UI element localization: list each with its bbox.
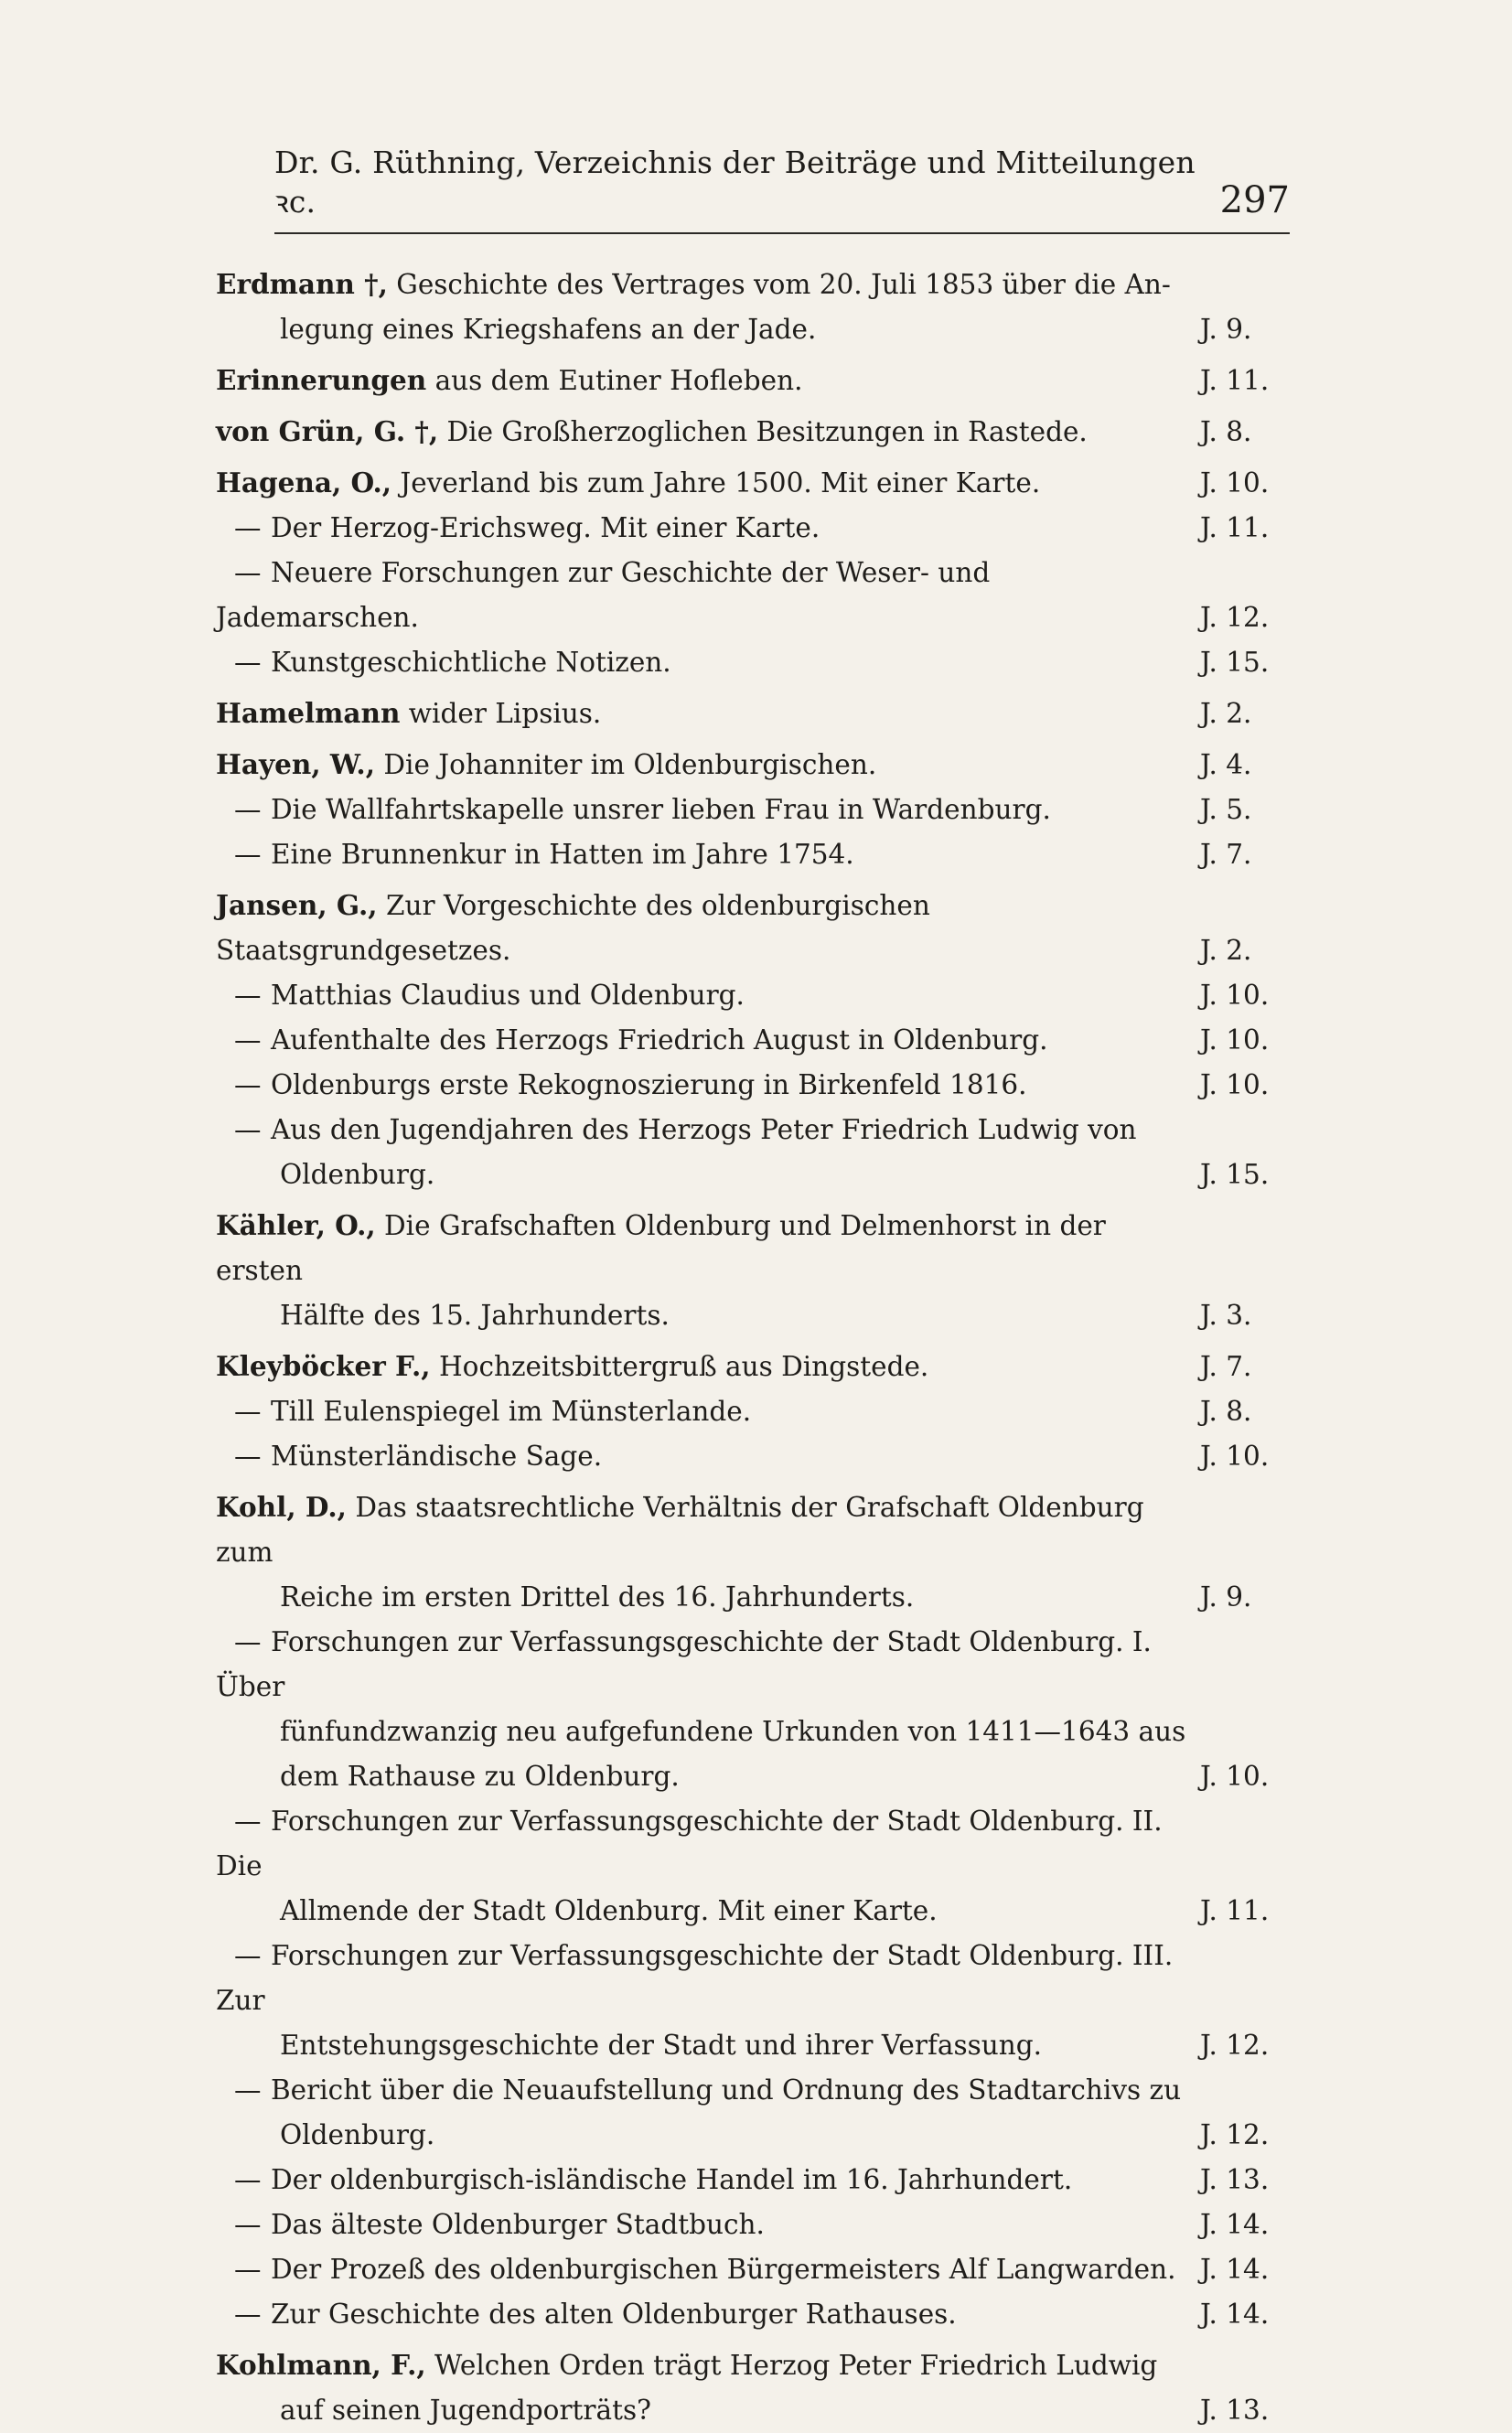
- entry-line: [216, 307, 1191, 352]
- entry-title-text: fünfundzwanzig neu aufgefundene Urkunden von 1411—1643 aus: [280, 1716, 1186, 1747]
- entry-line: [216, 1484, 1191, 1575]
- entry-title-text: Welchen Orden trägt Herzog Peter Friedrich Ludwig: [434, 2350, 1158, 2381]
- volume-reference: J. 13.: [1200, 2164, 1270, 2195]
- entry-line: [216, 2292, 1191, 2337]
- bibliography-entry: [216, 742, 1292, 788]
- entry-title-text: Der oldenburgisch-isländische Handel im 16. Jahrhundert.: [271, 2164, 1073, 2195]
- ditto-dash: —: [234, 980, 262, 1011]
- entry-title-text: Neuere Forschungen zur Geschichte der Weser- und Jademarschen.: [216, 557, 991, 633]
- ditto-dash: —: [234, 1024, 262, 1056]
- ditto-dash: —: [234, 1940, 262, 1971]
- entry-line: [216, 1389, 1191, 1434]
- entry-line: [216, 1434, 1191, 1479]
- header-title: Dr. G. Rüthning, Verzeichnis der Beiträge und Mitteilungen ꝛc.: [274, 145, 1196, 220]
- entry-line: [216, 742, 1191, 788]
- entry-title-text: Aufenthalte des Herzogs Friedrich August in Oldenburg.: [271, 1024, 1048, 1056]
- ditto-dash: —: [234, 1114, 262, 1145]
- bibliography-entry: [216, 2203, 1292, 2247]
- entry-title-text: Zur Vorgeschichte des oldenburgischen Staatsgrundgesetzes.: [216, 890, 930, 966]
- volume-reference: J. 10.: [1200, 980, 1270, 1011]
- ditto-dash: —: [234, 1069, 262, 1100]
- entry-title-text: aus dem Eutiner Hofleben.: [434, 365, 803, 396]
- entry-line: [216, 1799, 1191, 1889]
- entry-line: [216, 460, 1191, 506]
- entry-line: [216, 409, 1191, 455]
- entry-line: [216, 1063, 1191, 1108]
- bibliography-list: [216, 256, 1292, 2433]
- entry-author: Hamelmann: [216, 697, 401, 729]
- entry-title-text: legung eines Kriegshafens an der Jade.: [280, 314, 817, 345]
- entry-line: [216, 2203, 1191, 2247]
- ditto-dash: —: [234, 794, 262, 825]
- entry-author: Hayen, W.,: [216, 748, 375, 780]
- bibliography-entry: [216, 551, 1292, 640]
- bibliography-entry: [216, 2247, 1292, 2292]
- entry-line: [216, 1575, 1191, 1620]
- bibliography-entry: [216, 973, 1292, 1018]
- volume-reference: J. 11.: [1200, 365, 1270, 396]
- bibliography-entry: [216, 358, 1292, 403]
- volume-reference: J. 10.: [1200, 1761, 1270, 1792]
- ditto-dash: —: [234, 839, 262, 870]
- volume-reference: J. 8.: [1200, 416, 1252, 447]
- bibliography-entry: [216, 2158, 1292, 2203]
- entry-line: [216, 1754, 1191, 1799]
- entry-title-text: Oldenburgs erste Rekognoszierung in Birkenfeld 1816.: [271, 1069, 1027, 1100]
- bibliography-entry: [216, 1018, 1292, 1063]
- bibliography-entry: [216, 1484, 1292, 1620]
- entry-line: [216, 1889, 1191, 1934]
- entry-line: [216, 1934, 1191, 2023]
- bibliography-entry: [216, 1344, 1292, 1389]
- entry-title-text: Entstehungsgeschichte der Stadt und ihrer Verfassung.: [280, 2030, 1043, 2061]
- entry-title-text: Zur Geschichte des alten Oldenburger Rathauses.: [271, 2299, 957, 2330]
- ditto-dash: —: [234, 512, 262, 543]
- entry-title-text: Forschungen zur Verfassungsgeschichte der Stadt Oldenburg. I. Über: [216, 1626, 1152, 1702]
- entry-title-text: Die Johanniter im Oldenburgischen.: [383, 749, 877, 780]
- volume-reference: J. 14.: [1200, 2299, 1270, 2330]
- entry-line: [216, 973, 1191, 1018]
- entry-title-text: Münsterländische Sage.: [271, 1441, 603, 1472]
- entry-line: [216, 2113, 1191, 2158]
- ditto-dash: —: [234, 647, 262, 678]
- entry-title-text: Oldenburg.: [280, 2119, 435, 2150]
- ditto-dash: —: [234, 2299, 262, 2330]
- volume-reference: J. 10.: [1200, 467, 1270, 498]
- ditto-dash: —: [234, 2074, 262, 2106]
- entry-author: Kohl, D.,: [216, 1491, 347, 1523]
- entry-line: [216, 1710, 1191, 1754]
- bibliography-entry: [216, 883, 1292, 973]
- volume-reference: J. 14.: [1200, 2209, 1270, 2240]
- page-number: 297: [1219, 179, 1290, 221]
- volume-reference: J. 5.: [1200, 794, 1252, 825]
- entry-title-text: Forschungen zur Verfassungsgeschichte der Stadt Oldenburg. II. Die: [216, 1806, 1163, 1881]
- ditto-dash: —: [234, 2209, 262, 2240]
- entry-title-text: Jeverland bis zum Jahre 1500. Mit einer Karte.: [400, 467, 1041, 498]
- entry-title-text: Forschungen zur Verfassungsgeschichte der Stadt Oldenburg. III. Zur: [216, 1940, 1174, 2016]
- entry-title-text: Die Grafschaften Oldenburg und Delmenhorst in der ersten: [216, 1210, 1106, 1286]
- volume-reference: J. 4.: [1200, 749, 1252, 780]
- bibliography-entry: [216, 506, 1292, 551]
- entry-line: [216, 1108, 1191, 1152]
- bibliography-entry: [216, 409, 1292, 455]
- entry-line: [216, 1203, 1191, 1293]
- volume-reference: J. 12.: [1200, 2030, 1270, 2061]
- volume-reference: J. 2.: [1200, 935, 1252, 966]
- entry-line: [216, 262, 1191, 307]
- volume-reference: J. 14.: [1200, 2254, 1270, 2285]
- volume-reference: J. 8.: [1200, 1396, 1252, 1427]
- volume-reference: J. 7.: [1200, 839, 1252, 870]
- volume-reference: J. 15.: [1200, 647, 1270, 678]
- entry-line: [216, 1293, 1191, 1338]
- bibliography-entry: [216, 262, 1292, 352]
- entry-title-text: wider Lipsius.: [408, 698, 602, 729]
- volume-reference: J. 10.: [1200, 1024, 1270, 1056]
- volume-reference: J. 12.: [1200, 2119, 1270, 2150]
- entry-line: [216, 1620, 1191, 1710]
- entry-line: [216, 551, 1191, 640]
- entry-title-text: Aus den Jugendjahren des Herzogs Peter Friedrich Ludwig von: [271, 1114, 1137, 1145]
- bibliography-entry: [216, 1434, 1292, 1479]
- ditto-dash: —: [234, 557, 262, 588]
- volume-reference: J. 12.: [1200, 602, 1270, 633]
- volume-reference: J. 10.: [1200, 1441, 1270, 1472]
- entry-title-text: Kunstgeschichtliche Notizen.: [271, 647, 671, 678]
- entry-title-text: Reiche im ersten Drittel des 16. Jahrhunderts.: [280, 1581, 915, 1613]
- ditto-dash: —: [234, 2164, 262, 2195]
- entry-title-text: auf seinen Jugendporträts?: [280, 2395, 651, 2426]
- entry-author: von Grün, G. †,: [216, 415, 439, 447]
- volume-reference: J. 9.: [1200, 1581, 1252, 1613]
- bibliography-entry: [216, 1108, 1292, 1197]
- entry-line: [216, 883, 1191, 973]
- entry-line: [216, 358, 1191, 403]
- bibliography-entry: [216, 832, 1292, 877]
- ditto-dash: —: [234, 2254, 262, 2285]
- entry-line: [216, 788, 1191, 832]
- entry-line: [216, 2388, 1191, 2433]
- entry-line: [216, 2158, 1191, 2203]
- entry-author: Erinnerungen: [216, 364, 427, 396]
- entry-title-text: Die Großherzoglichen Besitzungen in Rastede.: [446, 416, 1088, 447]
- entry-author: Erdmann †,: [216, 268, 388, 300]
- ditto-dash: —: [234, 1396, 262, 1427]
- entry-title-text: Geschichte des Vertrages vom 20. Juli 1853 über die An-: [396, 269, 1171, 300]
- ditto-dash: —: [234, 1806, 262, 1837]
- entry-title-text: Eine Brunnenkur in Hatten im Jahre 1754.: [271, 839, 854, 870]
- entry-line: [216, 691, 1191, 736]
- volume-reference: J. 3.: [1200, 1300, 1252, 1331]
- bibliography-entry: [216, 1063, 1292, 1108]
- entry-title-text: dem Rathause zu Oldenburg.: [280, 1761, 680, 1792]
- entry-title-text: Der Herzog-Erichsweg. Mit einer Karte.: [271, 512, 820, 543]
- bibliography-entry: [216, 2292, 1292, 2337]
- entry-author: Kohlmann, F.,: [216, 2349, 426, 2381]
- entry-line: [216, 2342, 1191, 2388]
- entry-title-text: Hochzeitsbittergruß aus Dingstede.: [438, 1351, 929, 1382]
- entry-line: [216, 832, 1191, 877]
- entry-line: [216, 2068, 1191, 2113]
- entry-title-text: Der Prozeß des oldenburgischen Bürgermeisters Alf Langwarden.: [271, 2254, 1176, 2285]
- volume-reference: J. 15.: [1200, 1159, 1270, 1190]
- bibliography-entry: [216, 1203, 1292, 1338]
- bibliography-entry: [216, 691, 1292, 736]
- entry-line: [216, 1344, 1191, 1389]
- entry-line: [216, 1018, 1191, 1063]
- bibliography-entry: [216, 2068, 1292, 2158]
- entry-author: Kähler, O.,: [216, 1209, 376, 1241]
- entry-title-text: Bericht über die Neuaufstellung und Ordnung des Stadtarchivs zu: [271, 2074, 1182, 2106]
- volume-reference: J. 13.: [1200, 2395, 1270, 2426]
- entry-line: [216, 2023, 1191, 2068]
- ditto-dash: —: [234, 1626, 262, 1657]
- bibliography-entry: [216, 640, 1292, 685]
- bibliography-entry: [216, 1799, 1292, 1934]
- bibliography-entry: [216, 460, 1292, 506]
- volume-reference: J. 9.: [1200, 314, 1252, 345]
- bibliography-entry: [216, 1389, 1292, 1434]
- volume-reference: J. 11.: [1200, 512, 1270, 543]
- ditto-dash: —: [234, 1441, 262, 1472]
- volume-reference: J. 10.: [1200, 1069, 1270, 1100]
- entry-line: [216, 2247, 1191, 2292]
- entry-line: [216, 506, 1191, 551]
- entry-author: Kleyböcker F.,: [216, 1350, 431, 1382]
- entry-title-text: Hälfte des 15. Jahrhunderts.: [280, 1300, 670, 1331]
- bibliography-entry: [216, 788, 1292, 832]
- entry-title-text: Matthias Claudius und Oldenburg.: [271, 980, 745, 1011]
- bibliography-entry: [216, 1934, 1292, 2068]
- entry-title-text: Oldenburg.: [280, 1159, 435, 1190]
- entry-title-text: Till Eulenspiegel im Münsterlande.: [271, 1396, 752, 1427]
- bibliography-entry: [216, 2342, 1292, 2433]
- entry-author: Jansen, G.,: [216, 889, 378, 921]
- volume-reference: J. 11.: [1200, 1895, 1270, 1926]
- entry-author: Hagena, O.,: [216, 466, 391, 498]
- entry-line: [216, 1152, 1191, 1197]
- running-header: [274, 145, 1290, 234]
- entry-title-text: Das älteste Oldenburger Stadtbuch.: [271, 2209, 765, 2240]
- volume-reference: J. 2.: [1200, 698, 1252, 729]
- entry-line: [216, 640, 1191, 685]
- volume-reference: J. 7.: [1200, 1351, 1252, 1382]
- bibliography-entry: [216, 1620, 1292, 1799]
- entry-title-text: Allmende der Stadt Oldenburg. Mit einer Karte.: [280, 1895, 938, 1926]
- entry-title-text: Die Wallfahrtskapelle unsrer lieben Frau in Wardenburg.: [271, 794, 1051, 825]
- entry-title-text: Das staatsrechtliche Verhältnis der Grafschaft Oldenburg zum: [216, 1492, 1144, 1568]
